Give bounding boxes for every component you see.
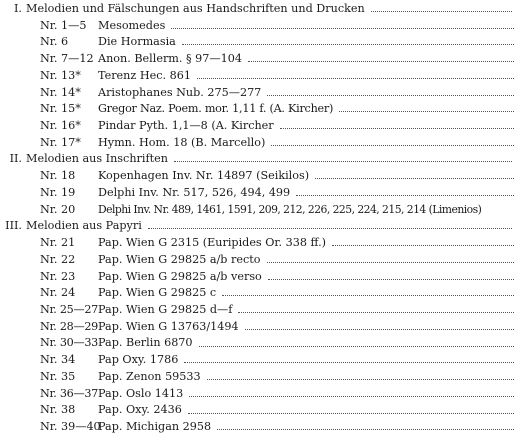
section-numeral: II.: [9, 152, 22, 166]
list-item: [0, 117, 518, 134]
section-heading: [0, 151, 518, 168]
list-item: [0, 67, 518, 84]
dot-leader: [267, 262, 515, 263]
entry-description: Pap. Oxy. 2436: [98, 403, 182, 417]
list-item: [0, 234, 518, 251]
list-item: [0, 184, 518, 201]
entry-description: Terenz Hec. 861: [98, 68, 191, 82]
entry-number: Nr. 36—37: [40, 386, 98, 400]
entry-number: Nr. 19: [40, 185, 76, 199]
list-item: [0, 17, 518, 34]
list-item: [0, 351, 518, 368]
entry-description: Pap. Wien G 29825 c: [98, 286, 217, 300]
entry-number: Nr. 24: [40, 286, 76, 300]
list-item: [0, 335, 518, 352]
entry-description: Delphi Inv. Nr. 517, 526, 494, 499: [98, 185, 291, 199]
entry-description: Mesomedes: [98, 18, 166, 32]
dot-leader: [245, 329, 514, 330]
dot-leader: [217, 429, 514, 430]
entry-description: Gregor Naz. Poem. mor. 1,11 f. (A. Kircher): [98, 102, 334, 116]
entry-description: Pindar Pyth. 1,1—8 (A. Kircher: [98, 118, 274, 132]
dot-leader: [267, 95, 514, 96]
entry-description: Pap. Wien G 29825 a/b recto: [98, 252, 261, 266]
dot-leader: [199, 346, 514, 347]
dot-leader: [222, 295, 514, 296]
list-item: [0, 251, 518, 268]
dot-leader: [271, 145, 514, 146]
entry-description: Pap. Berlin 6870: [98, 336, 193, 350]
entry-number: Nr. 25—27: [40, 303, 98, 316]
entry-description: Delphi Inv. Nr. 489, 1461, 1591, 209, 212, 226, 225, 224, 215, 214 (Limenios): [98, 202, 482, 216]
entry-description: Kopenhagen Inv. Nr. 14897 (Seikilos): [98, 169, 310, 183]
entry-number: Nr. 23: [40, 269, 76, 283]
list-item: [0, 268, 518, 285]
entry-number: Nr. 18: [40, 169, 76, 183]
dot-leader: [248, 61, 514, 62]
dot-leader: [182, 44, 514, 45]
entry-number: Nr. 6: [40, 35, 69, 49]
entry-description: Pap. Wien G 29825 a/b verso: [98, 269, 262, 283]
entry-description: Aristophanes Nub. 275—277: [98, 85, 262, 99]
dot-leader: [332, 245, 514, 246]
list-item: [0, 33, 518, 50]
entry-description: Pap. Michigan 2958: [98, 420, 212, 434]
dot-leader: [189, 396, 514, 397]
list-item: [0, 418, 518, 435]
dot-leader: [207, 379, 514, 380]
entry-number: Nr. 15*: [40, 102, 81, 116]
dot-leader: [315, 178, 514, 179]
list-item: [0, 385, 518, 402]
entry-description: Pap. Wien G 13763/1494: [98, 319, 239, 333]
list-item: [0, 50, 518, 67]
entry-number: Nr. 20: [40, 202, 76, 216]
dot-leader: [238, 312, 514, 313]
entry-description: Pap. Zenon 59533: [98, 369, 201, 383]
section-title: Melodien und Fälschungen aus Handschriften und Drucken: [26, 1, 365, 15]
list-item: [0, 167, 518, 184]
dot-leader: [280, 128, 514, 129]
entry-description: Hymn. Hom. 18 (B. Marcello): [98, 135, 266, 149]
dot-leader: [148, 228, 512, 229]
list-item: [0, 318, 518, 335]
entry-number: Nr. 21: [40, 236, 76, 250]
entry-number: Nr. 28—29: [40, 319, 98, 333]
entry-number: Nr. 22: [40, 252, 76, 266]
list-item: [0, 201, 518, 218]
section-title: Melodien aus Papyri: [26, 219, 142, 233]
list-item: [0, 301, 518, 318]
entry-description: Die Hormasia: [98, 35, 176, 49]
list-item: [0, 100, 518, 117]
dot-leader: [184, 362, 514, 363]
entry-number: Nr. 17*: [40, 135, 81, 149]
section-numeral: I.: [14, 1, 22, 15]
entry-number: Nr. 13*: [40, 68, 81, 82]
entry-number: Nr. 1—5: [40, 18, 87, 32]
dot-leader: [268, 279, 514, 280]
list-item: [0, 402, 518, 419]
entry-number: Nr. 14*: [40, 85, 81, 99]
dot-leader: [371, 11, 512, 12]
dot-leader: [188, 413, 514, 414]
entry-number: Nr. 35: [40, 369, 76, 383]
dot-leader: [339, 111, 514, 112]
dot-leader: [171, 28, 514, 29]
list-item: [0, 84, 518, 101]
section-title: Melodien aus Inschriften: [26, 152, 168, 166]
entry-description: Pap. Oslo 1413: [98, 386, 184, 400]
entry-number: Nr. 16*: [40, 118, 81, 132]
list-item: [0, 368, 518, 385]
list-item: [0, 284, 518, 301]
section-numeral: III.: [5, 219, 22, 233]
entry-description: Pap Oxy. 1786: [98, 353, 179, 367]
dot-leader: [197, 78, 514, 79]
section-heading: [0, 218, 518, 235]
list-item: [0, 134, 518, 151]
entry-number: Nr. 38: [40, 403, 76, 417]
dot-leader: [174, 161, 512, 162]
entry-description: Pap. Wien G 2315 (Euripides Or. 338 ff.): [98, 236, 327, 250]
entry-description: Pap. Wien G 29825 d—f: [98, 303, 233, 316]
section-heading: [0, 0, 518, 17]
entry-number: Nr. 7—12: [40, 52, 94, 66]
entry-number: Nr. 30—33: [40, 336, 98, 350]
entry-number: Nr. 34: [40, 353, 76, 367]
entry-description: Anon. Bellerm. § 97—104: [98, 52, 242, 66]
dot-leader: [296, 195, 514, 196]
entry-number: Nr. 39—40: [40, 420, 101, 434]
